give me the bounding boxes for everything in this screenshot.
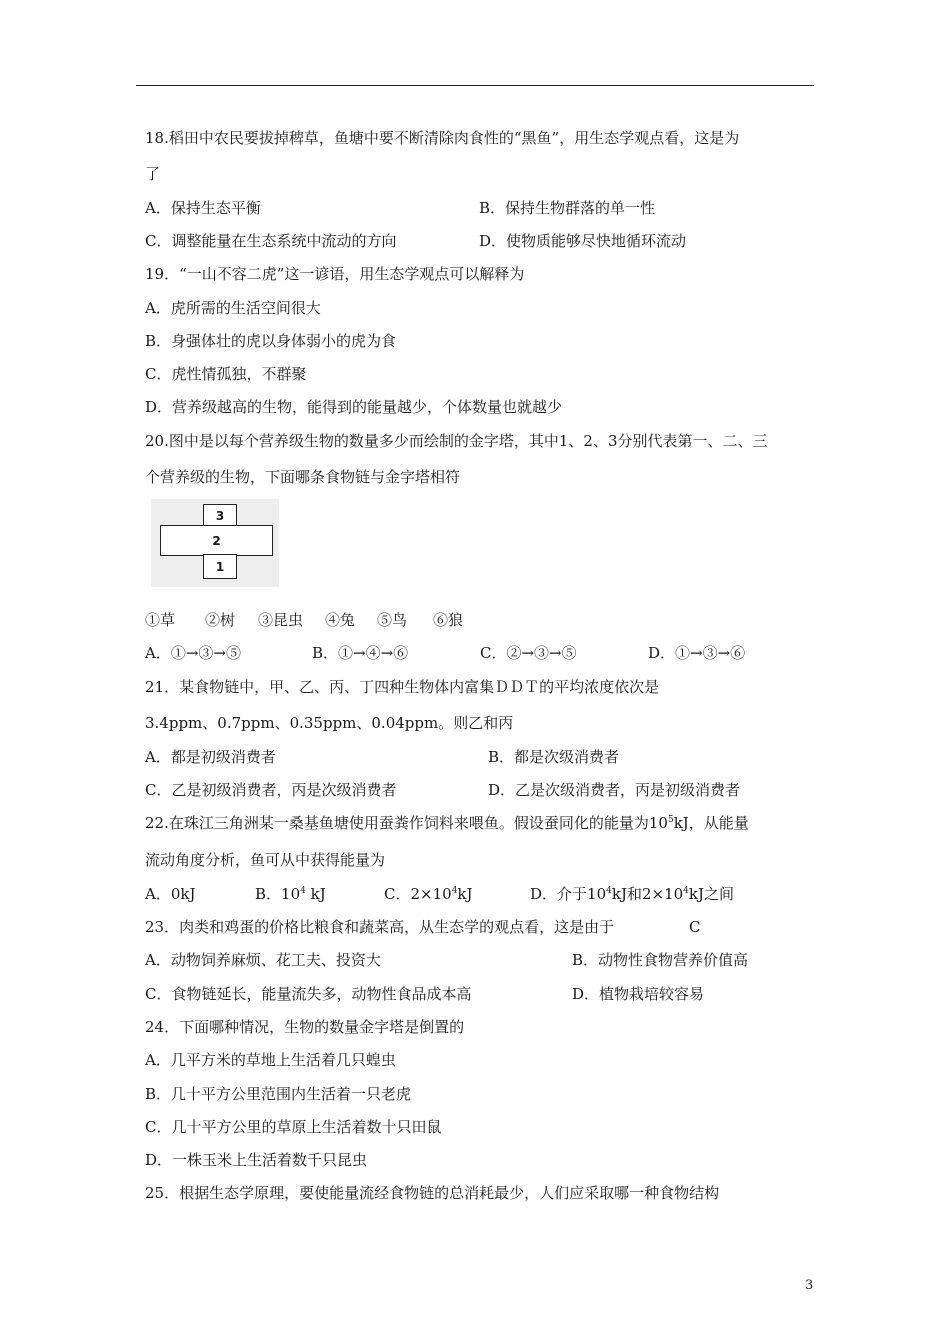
q22-stem-line2: 流动角度分析，鱼可从中获得能量为 — [145, 851, 386, 869]
q22-stem-exponent: 5 — [667, 815, 674, 825]
organism-5: ⑤鸟 — [377, 611, 408, 629]
q24-option-b: B．几十平方公里范围内生活着一只老虎 — [145, 1085, 412, 1103]
pyramid-level-1: 1 — [203, 554, 237, 579]
q18-option-b: B．保持生物群落的单一性 — [479, 199, 656, 217]
q21-option-b: B．都是次级消费者 — [488, 748, 620, 766]
q24-option-d: D．一株玉米上生活着数千只昆虫 — [145, 1151, 368, 1169]
q22-d-text: D．介于10 — [530, 885, 607, 903]
organism-4: ④兔 — [325, 611, 356, 629]
q22-c-text: C．2×10 — [384, 885, 452, 903]
q20-option-a: A．①→③→⑤ — [145, 644, 241, 662]
organism-1: ①草 — [145, 611, 176, 629]
q19-option-b: B．身强体壮的虎以身体弱小的虎为食 — [145, 332, 397, 350]
pyramid-level-3: 3 — [203, 504, 237, 527]
q19-option-c: C．虎性情孤独，不群聚 — [145, 365, 307, 383]
q22-d-exponent-2: 4 — [683, 886, 689, 896]
q21-stem-line2: 3.4ppm、0.7ppm、0.35ppm、0.04ppm。则乙和丙 — [145, 714, 514, 732]
q18-option-d: D．使物质能够尽快地循环流动 — [479, 232, 687, 250]
q24-stem: 24．下面哪种情况，生物的数量金字塔是倒置的 — [145, 1018, 465, 1036]
q23-option-c: C．食物链延长，能量流失多，动物性食品成本高 — [145, 985, 472, 1003]
q20-option-d: D．①→③→⑥ — [648, 644, 746, 662]
q18-stem-line1: 18.稻田中农民要拔掉稗草，鱼塘中要不断清除肉食性的“黑鱼”，用生态学观点看，这是为 — [145, 129, 740, 147]
q22-b-text: B．10 — [255, 885, 301, 903]
organism-2: ②树 — [205, 611, 236, 629]
organism-6: ⑥狼 — [433, 611, 464, 629]
pyramid-figure — [151, 499, 279, 587]
q22-d-middle: kJ和2×10 — [611, 885, 684, 903]
q22-c-exponent: 4 — [451, 886, 458, 896]
q21-option-a: A．都是初级消费者 — [145, 748, 276, 766]
q18-option-c: C．调整能量在生态系统中流动的方向 — [145, 232, 397, 250]
q19-option-a: A．虎所需的生活空间很大 — [145, 299, 321, 317]
q20-stem-line1: 20.图中是以每个营养级生物的数量多少而绘制的金字塔，其中1、2、3分别代表第一、二、三 — [145, 432, 768, 450]
q23-stem: 23．肉类和鸡蛋的价格比粮食和蔬菜高，从生态学的观点看，这是由于 — [145, 918, 615, 936]
q19-stem: 19．“一山不容二虎”这一谚语，用生态学观点可以解释为 — [145, 265, 525, 283]
q24-option-c: C．几十平方公里的草原上生活着数十只田鼠 — [145, 1118, 442, 1136]
q18-option-a: A．保持生态平衡 — [145, 199, 261, 217]
q20-option-c: C．②→③→⑤ — [480, 644, 577, 662]
q22-option-c — [384, 884, 473, 904]
q21-option-c: C．乙是初级消费者，丙是次级消费者 — [145, 781, 397, 799]
q24-option-a: A．几平方米的草地上生活着几只蝗虫 — [145, 1051, 396, 1069]
q23-option-b: B．动物性食物营养价值高 — [572, 951, 749, 969]
q22-option-b — [255, 884, 326, 904]
page-number: 3 — [805, 1278, 814, 1293]
q18-stem-line2: 了 — [145, 165, 161, 183]
q21-stem-line1: 21．某食物链中，甲、乙、丙、丁四种生物体内富集ＤＤＴ的平均浓度依次是 — [145, 678, 660, 696]
q22-d-exponent-1: 4 — [606, 886, 612, 896]
q20-stem-line2: 个营养级的生物，下面哪条食物链与金字塔相符 — [145, 468, 461, 486]
q22-option-a: A．0kJ — [145, 885, 196, 903]
q21-option-d: D．乙是次级消费者，丙是初级消费者 — [488, 781, 741, 799]
q22-option-d — [530, 884, 734, 904]
header-rule — [136, 85, 814, 86]
pyramid-level-2: 2 — [160, 525, 273, 556]
organism-3: ③昆虫 — [258, 611, 304, 629]
q23-option-d: D．植物栽培较容易 — [572, 985, 705, 1003]
q22-stem-line1 — [145, 813, 749, 833]
q22-b-unit: kJ — [305, 885, 326, 903]
q23-option-a: A．动物饲养麻烦、花工夫、投资大 — [145, 951, 381, 969]
q25-stem: 25．根据生态学原理，要使能量流经食物链的总消耗最少，人们应采取哪一种食物结构 — [145, 1184, 720, 1202]
q22-d-end: kJ之间 — [688, 885, 735, 903]
q19-option-d: D．营养级越高的生物，能得到的能量越少，个体数量也就越少 — [145, 398, 563, 416]
q22-stem-unit: kJ，从能量 — [673, 814, 749, 832]
q22-b-exponent: 4 — [300, 886, 306, 896]
q23-answer: C — [689, 918, 701, 936]
q22-stem-text: 22.在珠江三角洲某一桑基鱼塘使用蚕粪作饲料来喂鱼。假设蚕同化的能量为10 — [145, 814, 668, 832]
q22-c-unit: kJ — [457, 885, 473, 903]
q20-option-b: B．①→④→⑥ — [312, 644, 409, 662]
